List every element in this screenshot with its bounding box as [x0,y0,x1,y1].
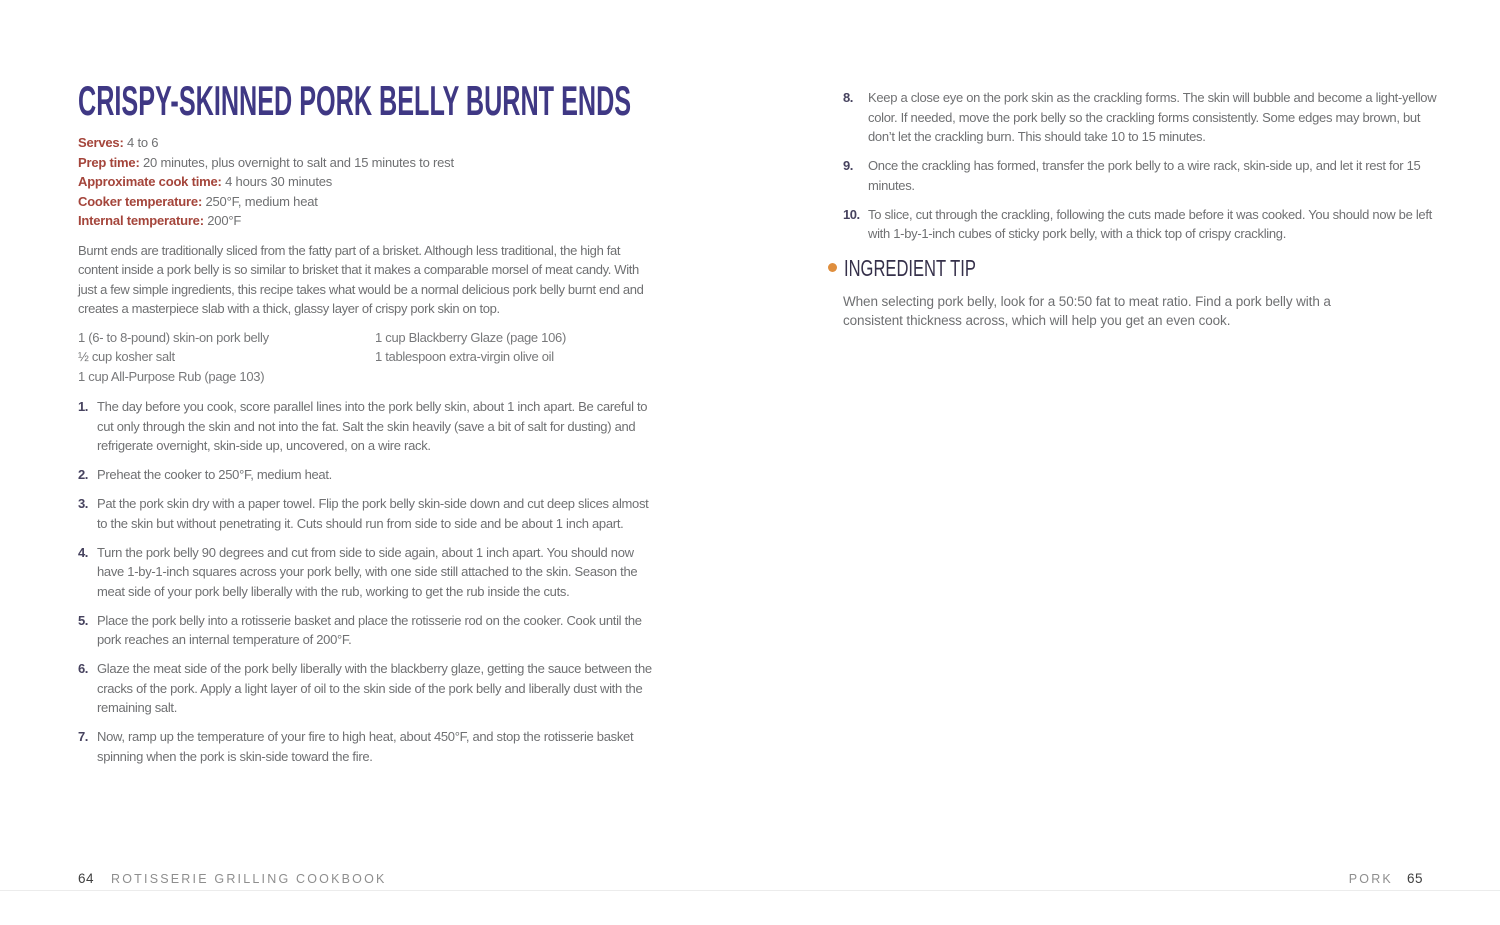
step-text: Pat the pork skin dry with a paper towel. Flip the pork belly skin-side down and cut deep slices almost to the skin but without penetrating it. Cuts should run from side to side and be about 1 inch apart. [97,496,649,531]
ingredients-column-2 [375,328,652,387]
step-item-3 [78,494,652,533]
ingredient-tip-heading-row [828,254,1441,281]
meta-prep-time [78,153,652,173]
step-text: Once the crackling has formed, transfer the pork belly to a wire rack, skin-side up, and let it rest for 15 minutes. [868,158,1421,193]
ingredient-item: 1 (6- to 8-pound) skin-on pork belly [78,329,269,345]
recipe-intro: Burnt ends are traditionally sliced from the fatty part of a brisket. Although less traditional, the high fat content inside a pork belly is so similar to brisket that it makes a comparable morsel of meat candy. With just a few simple ingredients, this recipe takes what would be a normal delicious pork belly burnt end and creates a masterpiece slab with a thick, glassy layer of crispy pork skin on top. [78,242,644,316]
step-number: 9. [843,158,853,173]
meta-cooker-temp-label: Cooker temperature: [78,193,203,209]
footer-left [78,871,387,886]
page-number-right: 65 [1406,871,1423,886]
step-text: Place the pork belly into a rotisserie basket and place the rotisserie rod on the cooker. Cook until the pork reaches an internal temperature of 200°F. [97,612,642,648]
step-number: 8. [843,90,853,105]
step-text: Preheat the cooker to 250°F, medium heat. [97,467,332,483]
footer-right [1349,871,1423,886]
meta-prep-time-value: 20 minutes, plus overnight to salt and 15 minutes to rest [143,154,454,170]
step-text: Keep a close eye on the pork skin as the crackling forms. The skin will bubble and become a light-yellow color. If needed, move the pork belly so the crackling forms consistently. Some edges may brown, but don’t let the crackling burn. This should take 10 to 15 minutes. [868,90,1437,144]
ingredients-list [78,328,652,387]
step-text: Turn the pork belly 90 degrees and cut from side to side again, about 1 inch apart. You should now have 1-by-1-inch squares across your pork belly, with one side still attached to the skin. Season the meat side of your pork belly liberally with the rub, working to get the rub inside the cuts. [97,544,638,599]
meta-cook-time [78,172,652,192]
step-item-10 [843,205,1441,244]
ingredient-item: 1 tablespoon extra-virgin olive oil [375,349,554,365]
step-item-9 [843,156,1441,195]
page-left [78,77,652,766]
step-item-4 [78,543,652,602]
step-number: 3. [78,496,88,512]
step-item-8 [843,88,1441,147]
ingredient-tip-section [843,254,1441,331]
step-number: 10. [843,206,860,222]
chapter-running-head: PORK [1348,872,1393,886]
ingredients-column-1 [78,328,375,387]
meta-serves-value: 4 to 6 [127,135,159,150]
step-item-1 [78,397,652,456]
page-number-left: 64 [78,871,95,886]
step-item-2 [78,465,652,485]
step-number: 5. [78,612,88,628]
meta-cooker-temp [78,192,652,212]
recipe-steps-1-7 [78,397,652,766]
meta-cook-time-label: Approximate cook time: [78,174,222,189]
ingredient-item: 1 cup Blackberry Glaze (page 106) [375,329,566,345]
step-text: Glaze the meat side of the pork belly liberally with the blackberry glaze, getting the sauce between the cracks of the pork. Apply a light layer of oil to the skin side of the pork belly and liberally dust with the remaining salt. [97,661,652,716]
step-item-7 [78,727,652,766]
step-item-6 [78,659,652,718]
meta-cooker-temp-value: 250°F, medium heat [205,193,318,209]
ingredient-item: ½ cup kosher salt [78,349,175,365]
book-title-running-head: ROTISSERIE GRILLING COOKBOOK [111,872,387,886]
recipe-title-text: CRISPY-SKINNED PORK BELLY BURNT ENDS [78,77,632,124]
step-number: 2. [78,467,88,483]
meta-serves-label: Serves: [78,135,124,150]
step-item-5 [78,611,652,650]
recipe-meta-block [78,133,652,231]
page-bottom-edge [0,890,1500,891]
step-number: 7. [78,729,88,745]
tip-bullet-icon [828,263,837,272]
ingredient-tip-text: When selecting pork belly, look for a 50:50 fat to meat ratio. Find a pork belly with a consistent thickness across, which will help you get an even cook. [843,293,1331,328]
recipe-steps-8-10 [843,88,1441,244]
meta-internal-temp-label: Internal temperature: [78,213,204,228]
step-text: The day before you cook, score parallel lines into the pork belly skin, about 1 inch apart. Be careful to cut only through the skin and not into the fat. Salt the skin heavily (save a bit of salt for dusting) and refrigerate overnight, skin-side up, uncovered, on a wire rack. [97,399,648,454]
step-text: Now, ramp up the temperature of your fire to high heat, about 450°F, and stop the rotisserie basket spinning when the pork is skin-side toward the fire. [97,729,634,764]
meta-internal-temp [78,211,652,231]
meta-prep-time-label: Prep time: [78,154,140,170]
step-number: 4. [78,544,88,560]
page-right [843,88,1441,331]
ingredient-tip-heading: INGREDIENT TIP [844,254,976,281]
meta-internal-temp-value: 200°F [207,213,242,228]
recipe-title [78,77,652,124]
meta-serves [78,133,652,153]
step-number: 1. [78,399,88,415]
step-text: To slice, cut through the crackling, following the cuts made before it was cooked. You should now be left with 1-by-1-inch cubes of sticky pork belly, with a thick top of crispy crackling. [868,206,1432,241]
meta-cook-time-value: 4 hours 30 minutes [225,174,333,189]
ingredient-item: 1 cup All-Purpose Rub (page 103) [78,368,265,384]
step-number: 6. [78,661,88,677]
